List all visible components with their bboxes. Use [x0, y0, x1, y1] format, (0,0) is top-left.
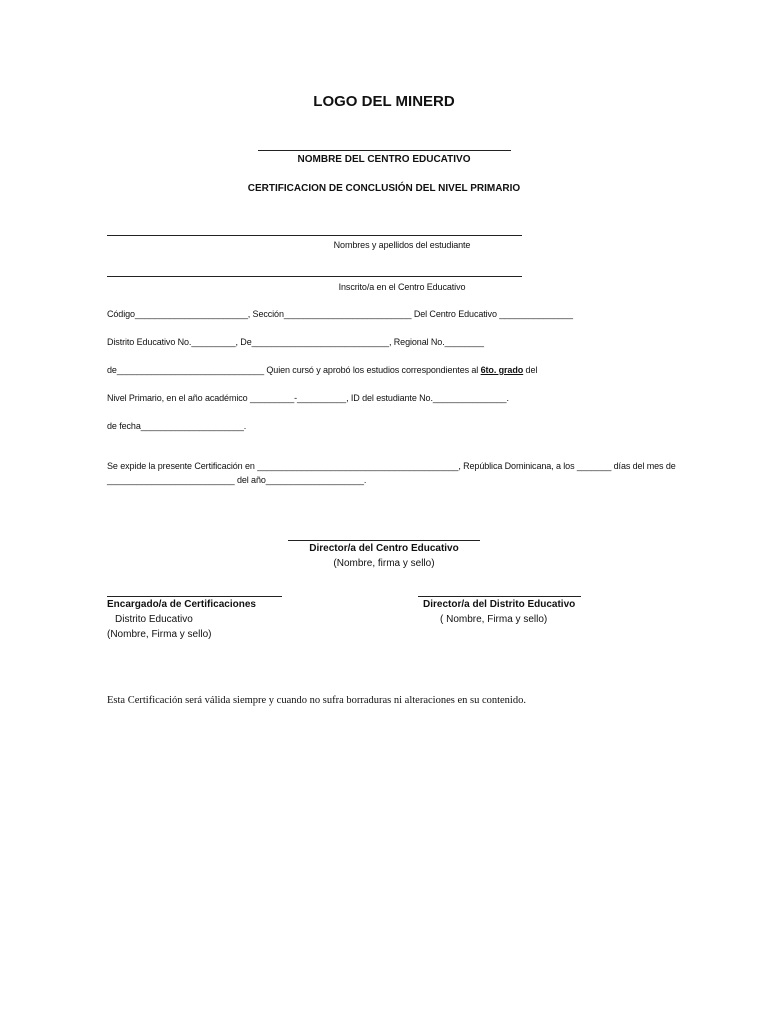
student-id-label: , ID del estudiante No. — [346, 393, 433, 403]
seccion-label: , Sección — [247, 309, 284, 319]
month-blank: __________________________ — [107, 475, 235, 485]
director-title: Director/a del Centro Educativo — [309, 543, 459, 554]
codigo-label: Código — [107, 309, 135, 319]
distrito-signature-line — [418, 596, 581, 597]
student-name-label: Nombres y apellidos del estudiante — [333, 240, 471, 250]
enrolled-label: Inscrito/a en el Centro Educativo — [338, 282, 466, 292]
days-blank: _______ — [576, 461, 612, 471]
cursado-text: Quien cursó y aprobó los estudios correspondientes al — [263, 365, 481, 375]
distrito-title: Director/a del Distrito Educativo — [423, 599, 576, 610]
body-line-distrito — [107, 337, 484, 347]
codigo-blank: _______________________ — [134, 309, 248, 319]
grade-text: 6to. grado — [480, 365, 524, 375]
republica-text: , República Dominicana, a los — [458, 461, 577, 471]
encargado-detail: (Nombre, Firma y sello) — [107, 629, 212, 640]
encargado-title: Encargado/a de Certificaciones — [107, 599, 256, 610]
del-ano-text: del año — [234, 475, 266, 485]
encargado-signature-line — [107, 596, 282, 597]
centro-blank: _______________ — [499, 309, 573, 319]
logo-placeholder: LOGO DEL MINERD — [313, 93, 455, 110]
regional-blank: ________ — [444, 337, 484, 347]
distrito-label: Distrito Educativo No. — [107, 337, 192, 347]
body-line-fecha — [107, 421, 246, 431]
distrito-blank: _________ — [191, 337, 236, 347]
seccion-blank: __________________________ — [283, 309, 412, 319]
line4-end: . — [506, 393, 509, 403]
student-name-line — [107, 235, 522, 236]
encargado-district: Distrito Educativo — [115, 614, 193, 625]
certificate-title: CERTIFICACION DE CONCLUSIÓN DEL NIVEL PRIMARIO — [247, 183, 521, 194]
distrito-detail: ( Nombre, Firma y sello) — [440, 614, 548, 625]
validity-note: Esta Certificación será válida siempre y cuando no sufra borraduras ni alteraciones en su contenido. — [107, 695, 526, 706]
del-text: del — [523, 365, 538, 375]
de-label: , De — [235, 337, 252, 347]
nivel-text: Nivel Primario, en el año académico — [107, 393, 250, 403]
body-line-grado — [107, 365, 537, 375]
centro-label: Del Centro Educativo — [411, 309, 500, 319]
line7-end: . — [363, 475, 367, 485]
mes-text: días del mes de — [611, 461, 676, 471]
fecha-label: de fecha — [107, 421, 141, 431]
director-signature-line — [288, 540, 480, 541]
year-dash: - — [294, 393, 298, 403]
de-blank: ____________________________ — [251, 337, 389, 347]
school-name-label: NOMBRE DEL CENTRO EDUCATIVO — [297, 154, 471, 165]
director-detail: (Nombre, firma y sello) — [333, 558, 435, 569]
expide-text: Se expide la presente Certificación en — [107, 461, 258, 471]
place-blank: _________________________________________ — [257, 461, 459, 471]
enrolled-line — [107, 276, 522, 277]
body-line-codigo — [107, 309, 573, 319]
body-line-year — [107, 475, 366, 485]
fecha-blank: _____________________ — [140, 421, 244, 431]
de-label-2: de — [107, 365, 117, 375]
line5-end: . — [243, 421, 247, 431]
de-blank-2: ______________________________ — [116, 365, 264, 375]
regional-label: , Regional No. — [388, 337, 445, 347]
school-name-line — [258, 150, 511, 151]
year-start-blank: _________ — [249, 393, 295, 403]
year-blank: ____________________ — [265, 475, 364, 485]
body-line-nivel — [107, 393, 509, 403]
student-id-blank: _______________ — [432, 393, 507, 403]
body-line-expide — [107, 461, 676, 471]
year-end-blank: __________ — [297, 393, 347, 403]
